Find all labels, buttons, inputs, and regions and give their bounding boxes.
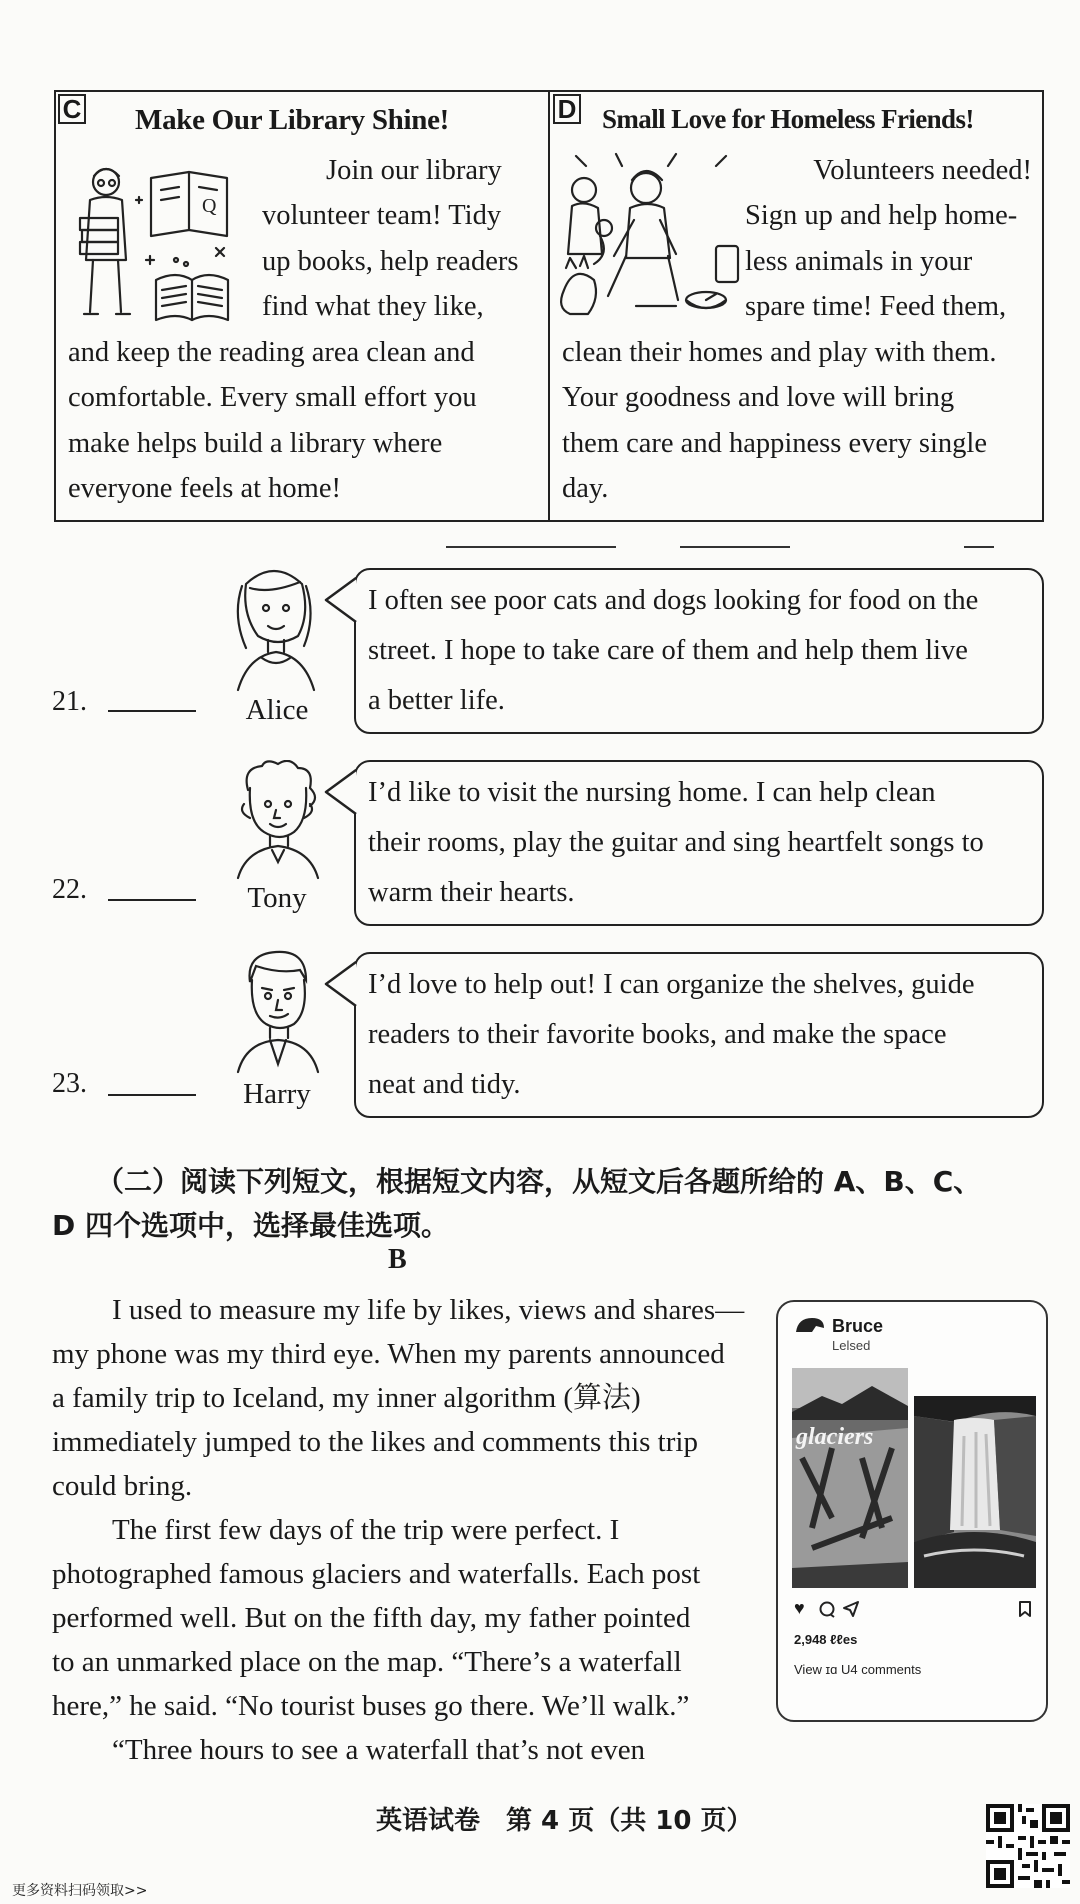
question-number-22: 22.	[52, 874, 87, 905]
ad-c-line-1: Join our library	[326, 155, 502, 186]
ad-d-line-3: less animals in your	[745, 246, 973, 277]
page-footer: 英语试卷 第 4 页（共 10 页）	[376, 1806, 753, 1836]
passage-line-7: photographed famous glaciers and waterfalls. Each post	[52, 1558, 701, 1590]
answer-blank-21[interactable]	[108, 710, 196, 712]
tony-line-3: warm their hearts.	[368, 877, 575, 908]
harry-portrait	[232, 948, 324, 1074]
ad-d-line-5: clean their homes and play with them.	[562, 337, 997, 368]
glacier-photo-caption: glaciers	[796, 1424, 874, 1450]
answer-blank-22[interactable]	[108, 899, 196, 901]
corner-promo-text[interactable]: 更多资料扫码领取>>	[12, 1883, 148, 1899]
waterfall-photo[interactable]	[914, 1396, 1036, 1588]
heart-icon[interactable]: ♥	[794, 1598, 805, 1618]
ad-d-line-8: day.	[562, 473, 609, 504]
speech-bubble-pointer-tony	[324, 768, 358, 820]
question-number-21: 21.	[52, 686, 87, 717]
speech-bubble-pointer-alice	[324, 576, 358, 628]
alice-portrait	[228, 562, 324, 694]
ad-c-line-7: make helps build a library where	[68, 428, 443, 459]
ad-d-line-1: Volunteers needed!	[813, 155, 1032, 186]
likes-count: 2,948 ℓℓes	[794, 1632, 858, 1647]
bookmark-icon[interactable]	[1018, 1600, 1032, 1618]
qr-code-icon[interactable]	[986, 1804, 1070, 1888]
post-username[interactable]: Bruce	[832, 1316, 884, 1336]
glacier-photo[interactable]	[792, 1368, 908, 1588]
view-comments-link[interactable]: View ɪɑ U4 comments	[794, 1662, 922, 1677]
alice-line-1: I often see poor cats and dogs looking for food on the	[368, 585, 979, 616]
post-location: Lelsed	[832, 1338, 871, 1353]
ad-c-line-4: find what they like,	[262, 291, 484, 322]
ads-divider	[548, 90, 550, 522]
svg-text:Q: Q	[202, 195, 217, 217]
ad-c-line-6: comfortable. Every small effort you	[68, 382, 477, 413]
harry-line-1: I’d love to help out! I can organize the shelves, guide	[368, 969, 975, 1000]
answer-blank-23[interactable]	[108, 1094, 196, 1096]
section-2-instruction-line-2: D 四个选项中，选择最佳选项。	[52, 1209, 449, 1242]
speech-bubble-pointer-harry	[324, 960, 358, 1012]
speaker-name-alice: Alice	[245, 694, 309, 726]
separator-1	[446, 546, 616, 548]
passage-line-6: The first few days of the trip were perfect. I	[112, 1514, 620, 1546]
passage-line-2: my phone was my third eye. When my parents announced	[52, 1338, 725, 1370]
passage-line-1: I used to measure my life by likes, views and shares—	[112, 1294, 745, 1326]
passage-line-3: a family trip to Iceland, my inner algorithm (算法)	[52, 1382, 641, 1414]
harry-line-3: neat and tidy.	[368, 1069, 521, 1100]
ad-c-line-8: everyone feels at home!	[68, 473, 341, 504]
speaker-name-harry: Harry	[243, 1078, 311, 1110]
question-number-23: 23.	[52, 1068, 87, 1099]
alice-line-3: a better life.	[368, 685, 505, 716]
ad-d-line-4: spare time! Feed them,	[745, 291, 1007, 322]
ad-d-title: Small Love for Homeless Friends!	[602, 104, 974, 134]
passage-line-4: immediately jumped to the likes and comments this trip	[52, 1426, 698, 1458]
passage-line-9: to an unmarked place on the map. “There’s a waterfall	[52, 1646, 682, 1678]
ad-c-line-5: and keep the reading area clean and	[68, 337, 475, 368]
passage-line-11: “Three hours to see a waterfall that’s not even	[112, 1734, 646, 1766]
separator-3	[964, 546, 994, 548]
ad-d-tag: D	[553, 94, 581, 124]
ad-d-line-7: them care and happiness every single	[562, 428, 987, 459]
ad-c-line-3: up books, help readers	[262, 246, 519, 277]
separator-2	[680, 546, 790, 548]
passage-line-5: could bring.	[52, 1470, 193, 1502]
passage-line-10: here,” he said. “No tourist buses go there. We’ll walk.”	[52, 1690, 690, 1722]
harry-line-2: readers to their favorite books, and make the space	[368, 1019, 947, 1050]
section-2-instruction-line-1: （二）阅读下列短文，根据短文内容，从短文后各题所给的 A、B、C、	[96, 1165, 982, 1198]
ad-d-line-2: Sign up and help home-	[745, 200, 1018, 231]
passage-label: B	[388, 1244, 407, 1275]
ad-c-tag: C	[58, 94, 86, 124]
share-icon[interactable]	[842, 1600, 860, 1618]
tony-line-2: their rooms, play the guitar and sing heartfelt songs to	[368, 827, 984, 858]
tony-portrait	[232, 760, 324, 880]
alice-line-2: street. I hope to take care of them and help them live	[368, 635, 968, 666]
tony-line-1: I’d like to visit the nursing home. I can help clean	[368, 777, 936, 808]
ad-c-title: Make Our Library Shine!	[135, 104, 449, 136]
ad-d-line-6: Your goodness and love will bring	[562, 382, 955, 413]
library-volunteer-illustration	[66, 160, 246, 335]
passage-line-8: performed well. But on the fifth day, my father pointed	[52, 1602, 691, 1634]
user-avatar-icon	[794, 1314, 826, 1336]
comment-icon[interactable]	[818, 1600, 836, 1618]
ad-c-line-2: volunteer team! Tidy	[262, 200, 502, 231]
animal-volunteer-illustration	[556, 150, 742, 335]
speaker-name-tony: Tony	[247, 882, 307, 914]
